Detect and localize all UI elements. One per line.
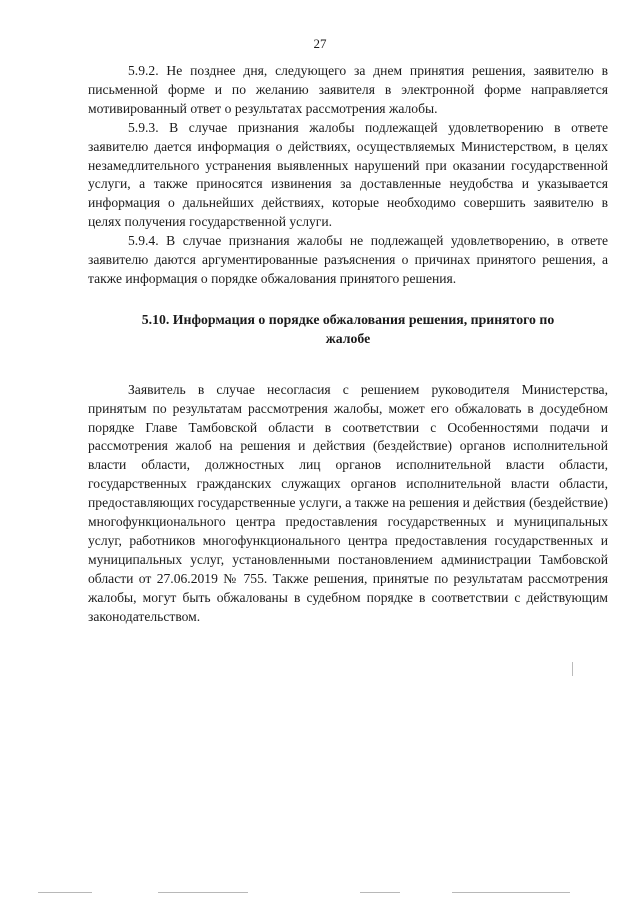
document-body — [88, 62, 608, 626]
scan-artifact-line — [158, 892, 248, 893]
scan-artifact-mark — [572, 662, 573, 676]
page-number: 27 — [313, 36, 327, 51]
scan-artifact-line — [38, 892, 92, 893]
section-heading-line-1: 5.10. Информация о порядке обжалования решения, принятого по — [141, 311, 555, 327]
paragraph-5-9-2: 5.9.2. Не позднее дня, следующего за днем принятия решения, заявителю в письменной форме и по желанию заявителя в электронной форме направляется мотивированный ответ о результатах рассмотрения жалобы. — [88, 63, 608, 116]
paragraph-5-9-4: 5.9.4. В случае признания жалобы не подлежащей удовлетворению, в ответе заявителю даются аргументированные разъяснения о причинах принятого решения, а также информация о порядке обжалования принятого решения. — [88, 233, 608, 286]
scan-artifact-line — [360, 892, 400, 893]
section-heading-line-2: жалобе — [325, 330, 371, 346]
scan-artifact-line — [452, 892, 570, 893]
section-heading-5-10 — [88, 311, 608, 349]
paragraph-5-10-body: Заявитель в случае несогласия с решением руководителя Министерства, принятым по результатам рассмотрения жалобы, может его обжаловать в досудебном порядке Главе Тамбовской области в соответствии с Особенностями подачи и рассмотрения жалоб на решения и действия (бездействие) органов исполнительной власти области, должностных лиц органов исполнительной власти области, государственных гражданских служащих органов исполнительной власти области, предоставляющих государственные услуги, а также на решения и действия (бездействие) многофункционального центра предоставления государственных и муниципальных услуг, работников многофункционального центра предоставления государственных и муниципальных услуг, установленными постановлением администрации Тамбовской области от 27.06.2019 № 755. Также решения, принятые по результатам рассмотрения жалобы, могут быть обжалованы в судебном порядке в соответствии с действующим законодательством. — [88, 381, 608, 624]
paragraph-5-9-3: 5.9.3. В случае признания жалобы подлежащей удовлетворению в ответе заявителю дается информация о действиях, осуществляемых Министерством, в целях незамедлительного устранения выявленных нарушений при оказании государственной услуги, а также приносятся извинения за доставленные неудобства и указывается информация о дальнейших действиях, которые необходимо совершить заявителю в целях получения государственной услуги. — [88, 119, 608, 230]
